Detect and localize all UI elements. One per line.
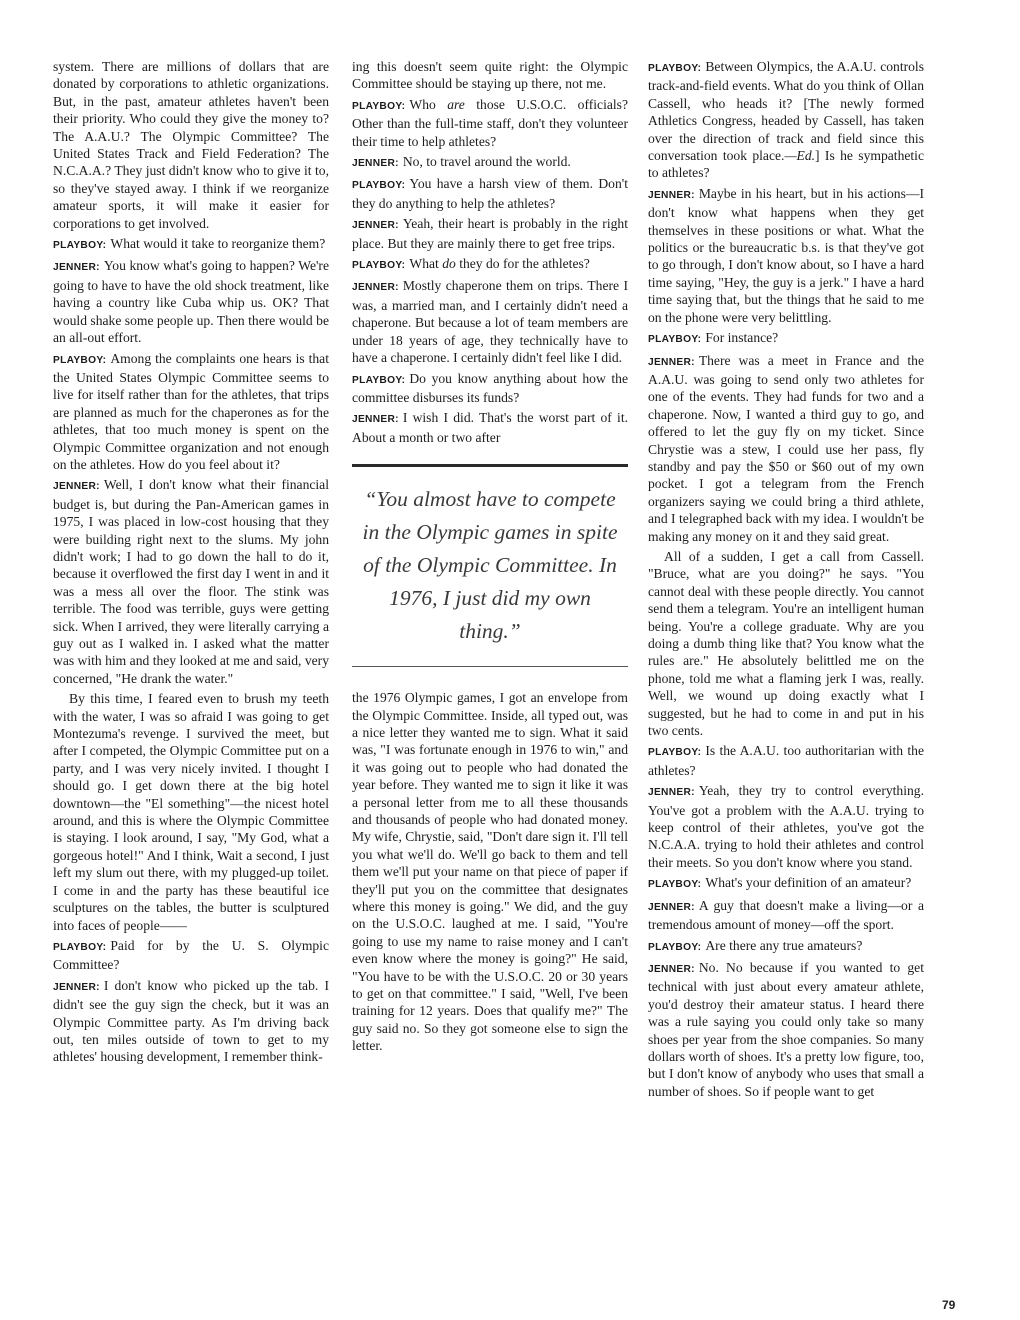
dialogue-paragraph	[352, 255, 628, 274]
paragraph-text: What would it take to reorganize them?	[110, 236, 326, 252]
speaker-label: JENNER:	[352, 158, 399, 170]
dialogue-paragraph	[648, 352, 924, 545]
text-paragraph	[53, 690, 329, 934]
dialogue-paragraph	[648, 782, 924, 871]
emphasis-text: do	[442, 256, 456, 272]
paragraph-text: You have a harsh view of them. Don't they do anything to help the athletes?	[352, 176, 628, 211]
paragraph-text: No. No because if you wanted to get technical with just about every amateur athlete, you'd destroy their amateur status. I heard there was a rule saying you could only take so many shoes per year from the shoe companies. So many dollars worth of shoes. It's a pretty low figure, too, but I don't know of anybody who uses that small a number of shoes. So if people want to get	[648, 959, 924, 1099]
dialogue-paragraph	[53, 977, 329, 1066]
dialogue-paragraph	[352, 215, 628, 252]
column-middle-bottom	[352, 689, 628, 1055]
speaker-label: JENNER:	[352, 282, 399, 294]
pull-quote: “You almost have to compete in the Olympic games in spite of the Olympic Committee. In 1976, I just did my own thing.”	[362, 487, 618, 644]
paragraph-text: What's your definition of an amateur?	[705, 875, 912, 891]
dialogue-paragraph	[648, 185, 924, 326]
speaker-label: JENNER:	[53, 481, 100, 493]
dialogue-paragraph	[352, 175, 628, 212]
paragraph-text: Mostly chaperone them on trips. There I was, a married man, and I certainly didn't need a chaperone. But because a lot of team members are under 18 years of age, they technically have to have a chaperone. I certainly didn't feel like I did.	[352, 278, 628, 366]
dialogue-paragraph	[53, 476, 329, 687]
paragraph-text: Yeah, they try to control everything. You've got a problem with the A.A.U. trying to keep control of their athletes, you've got the N.C.A.A. trying to hold their athletes and control their meets. So you don't know where you stand.	[648, 783, 924, 870]
dialogue-paragraph	[352, 370, 628, 407]
dialogue-paragraph	[648, 58, 924, 182]
paragraph-text: A guy that doesn't make a living—or a tremendous amount of money—off the sport.	[648, 897, 924, 933]
dialogue-paragraph	[648, 874, 924, 893]
paragraph-text: Maybe in his heart, but in his actions—I don't know what happens when they get themselves in these positions or what. What the politics or the bureaucratic b.s. is that they've got to go through, I don't know about, so I have a hard time saying, "Hey, the guy is a jerk." I have a hard time saying that, but the things that he said to me on the phone were very belittling.	[648, 185, 924, 325]
page-number: 79	[942, 1298, 956, 1312]
dialogue-paragraph	[352, 153, 628, 172]
speaker-label: PLAYBOY:	[648, 63, 702, 74]
speaker-label: PLAYBOY:	[352, 374, 406, 386]
column-right	[648, 58, 924, 1103]
paragraph-text: they do for the athletes?	[455, 256, 590, 272]
paragraph-text: system. There are millions of dollars that are donated by corporations to athletic organizations. But, in the past, amateur athletes haven't been their priority. Who could they give the money to? The A.A.U.? The Olympic Committee? The United States Track and Field Federation? The N.C.A.A.? They just didn't know who to give it to, so they've stayed away. I think if we reorganize amateur sports, it will make it easier for corporations to get involved.	[53, 59, 329, 231]
column-left	[53, 58, 329, 1069]
speaker-label: JENNER:	[648, 963, 695, 975]
dialogue-paragraph	[53, 350, 329, 474]
text-paragraph	[352, 58, 628, 93]
dialogue-paragraph	[53, 257, 329, 346]
emphasis-text: —Ed.	[784, 148, 816, 164]
paragraph-text: For instance?	[705, 330, 779, 346]
paragraph-text: Are there any true amateurs?	[705, 937, 863, 953]
paragraph-text-pre: What	[409, 256, 443, 272]
speaker-label: PLAYBOY:	[352, 260, 406, 272]
column-middle-top	[352, 58, 628, 446]
text-paragraph	[53, 58, 329, 232]
paragraph-text: There was a meet in France and the A.A.U. was going to send only two athletes for one of the events. They had funds for two and a chaperone. Now, I wanted a third guy to go, and offered to let the guy fly on my ticket. Since Chrystie was a stew, I could use her pass, fly standby and pay the $50 or $60 out of my own pocket. I got a telegram from the French organizers saying we could bring a third athlete, and I telegraphed back with my idea. I wouldn't be making any money on it and they said great.	[648, 352, 924, 544]
emphasis-text: are	[447, 96, 465, 112]
dialogue-paragraph	[53, 235, 329, 254]
speaker-label: PLAYBOY:	[352, 100, 406, 112]
column-middle	[352, 58, 628, 1058]
paragraph-text: Is the A.A.U. too authoritarian with the athletes?	[648, 743, 924, 778]
paragraph-text: Yeah, their heart is probably in the right place. But they are mainly there to get free trips.	[352, 216, 628, 251]
dialogue-paragraph	[53, 937, 329, 974]
paragraph-text: All of a sudden, I get a call from Cassell. "Bruce, what are you doing?" he says. "You cannot deal with these people directly. You cannot send them a telegram. You're an intelligent human being. You're a college graduate. Why are you doing a dumb thing like that? You know what the rules are." He absolutely belittled me on the phone, told me what a flaming jerk I was, really. Well, we wound up doing exactly what I suggested, but he had to come in and put in his two cents.	[648, 548, 924, 739]
pullquote-bottom-rule	[352, 666, 628, 667]
speaker-label: JENNER:	[648, 356, 695, 368]
speaker-label: JENNER:	[53, 262, 100, 274]
dialogue-paragraph	[648, 742, 924, 779]
speaker-label: JENNER:	[648, 901, 695, 913]
dialogue-paragraph	[648, 959, 924, 1100]
speaker-label: PLAYBOY:	[648, 334, 702, 346]
speaker-label: JENNER:	[352, 220, 399, 232]
dialogue-paragraph	[648, 329, 924, 348]
speaker-label: JENNER:	[648, 189, 695, 201]
paragraph-text: No, to travel around the world.	[402, 154, 571, 170]
text-paragraph	[352, 689, 628, 1055]
paragraph-text: Well, I don't know what their financial budget is, but during the Pan-American games in 1975, I was placed in low-cost housing that they were building right next to the slums. My john didn't work; I had to go down the hall to do it, because it overflowed the first day I went in and it was a mess all over the floor. The stink was terrible. The food was terrible, guys were getting sick. When I arrived, they were literally carrying a guy out as I walked in. I asked what the matter was with him and they looked at me and said, very concerned, "He drank the water."	[53, 477, 329, 686]
pullquote-top-rule	[352, 464, 628, 467]
text-paragraph	[648, 548, 924, 739]
dialogue-paragraph	[352, 277, 628, 366]
paragraph-text-post: ] Is he sympathetic to athletes?	[648, 148, 924, 181]
speaker-label: PLAYBOY:	[648, 747, 702, 759]
speaker-label: PLAYBOY:	[53, 240, 107, 252]
paragraph-text: those U.S.O.C. officials? Other than the full-time staff, don't they volunteer their time to help athletes?	[352, 96, 628, 149]
paragraph-text: Among the complaints one hears is that the United States Olympic Committee seems to live for itself rather than for the athletes, that trips are planned as much for the chaperones as for the athletes, that too much money is spent on the Olympic Committee organization and not enough on the athletes. How do you feel about it?	[53, 350, 329, 472]
paragraph-text: By this time, I feared even to brush my teeth with the water, I was so afraid I was going to get Montezuma's revenge. I survived the meet, but after I competed, the Olympic Committee put on a party, and I was very nicely invited. I thought I should go. I get down there at the big hotel downtown—the "El something"—the nicest hotel around, and this is where the Olympic Committee is staying. I look around, I say, "My God, what a gorgeous hotel!" And I think, Wait a second, I just left my slum out there, with my plugged-up toilet. I come in and the party has these beautiful ice sculptures on the tables, the butter is sculptured into faces of people——	[53, 691, 329, 933]
speaker-label: PLAYBOY:	[648, 879, 702, 891]
dialogue-paragraph	[648, 937, 924, 956]
speaker-label: PLAYBOY:	[648, 941, 702, 953]
paragraph-text: You know what's going to happen? We're going to have to have the old shock treatment, like having a country like Cuba whip us. OK? That would shake some people up. Then there would be an all-out effort.	[53, 258, 329, 346]
dialogue-paragraph	[352, 409, 628, 446]
speaker-label: PLAYBOY:	[53, 941, 107, 953]
speaker-label: PLAYBOY:	[352, 180, 406, 192]
paragraph-text: Paid for by the U. S. Olympic Committee?	[53, 937, 329, 973]
paragraph-text: Do you know anything about how the committee disburses its funds?	[352, 370, 628, 405]
dialogue-paragraph	[352, 96, 628, 150]
paragraph-text: the 1976 Olympic games, I got an envelope from the Olympic Committee. Inside, all typed out, was a nice letter they wanted me to sign. What it said was, "I was fortunate enough in 1976 to win," and it was going out to people who had donated the year before. They wanted me to sign it like it was a personal letter from me to all these thousands and thousands of people who had donated money. My wife, Chrystie, said, "Don't dare sign it. I'll tell you what we'll do. We'll go back to them and tell them we'll put your name on that piece of paper if they'll put you on the committee that designates where this money is going." We did, and the guy on the U.S.O.C. laughed at me. I said, "You're going to use my name to raise money and I can't even know where the money is going?" He said, "You have to be with the U.S.O.C. 20 or 30 years to get on that committee." I said, "Well, I've been training for 12 years. Does that qualify me?" The guy said no. So they got someone else to sign the letter.	[352, 690, 628, 1054]
paragraph-text: I don't know who picked up the tab. I didn't see the guy sign the check, but it was an Olympic Committee party. As I'm driving back out, ten miles outside of town to get to my athletes' housing development, I remember think-	[53, 977, 329, 1065]
paragraph-text: ing this doesn't seem quite right: the Olympic Committee should be staying up there, not me.	[352, 59, 628, 92]
dialogue-paragraph	[648, 897, 924, 934]
speaker-label: PLAYBOY:	[53, 354, 107, 366]
paragraph-text: I wish I did. That's the worst part of it. About a month or two after	[352, 410, 628, 445]
speaker-label: JENNER:	[648, 787, 695, 799]
paragraph-text-pre: Who	[409, 96, 448, 112]
speaker-label: JENNER:	[352, 414, 399, 426]
paragraph-text: Between Olympics, the A.A.U. controls track-and-field events. What do you think of Ollan Cassell, who heads it? [The newly formed Athletics Congress, headed by Cassell, has taken over the direction of track and field since this conversation took place.	[648, 59, 924, 164]
speaker-label: JENNER:	[53, 981, 100, 993]
